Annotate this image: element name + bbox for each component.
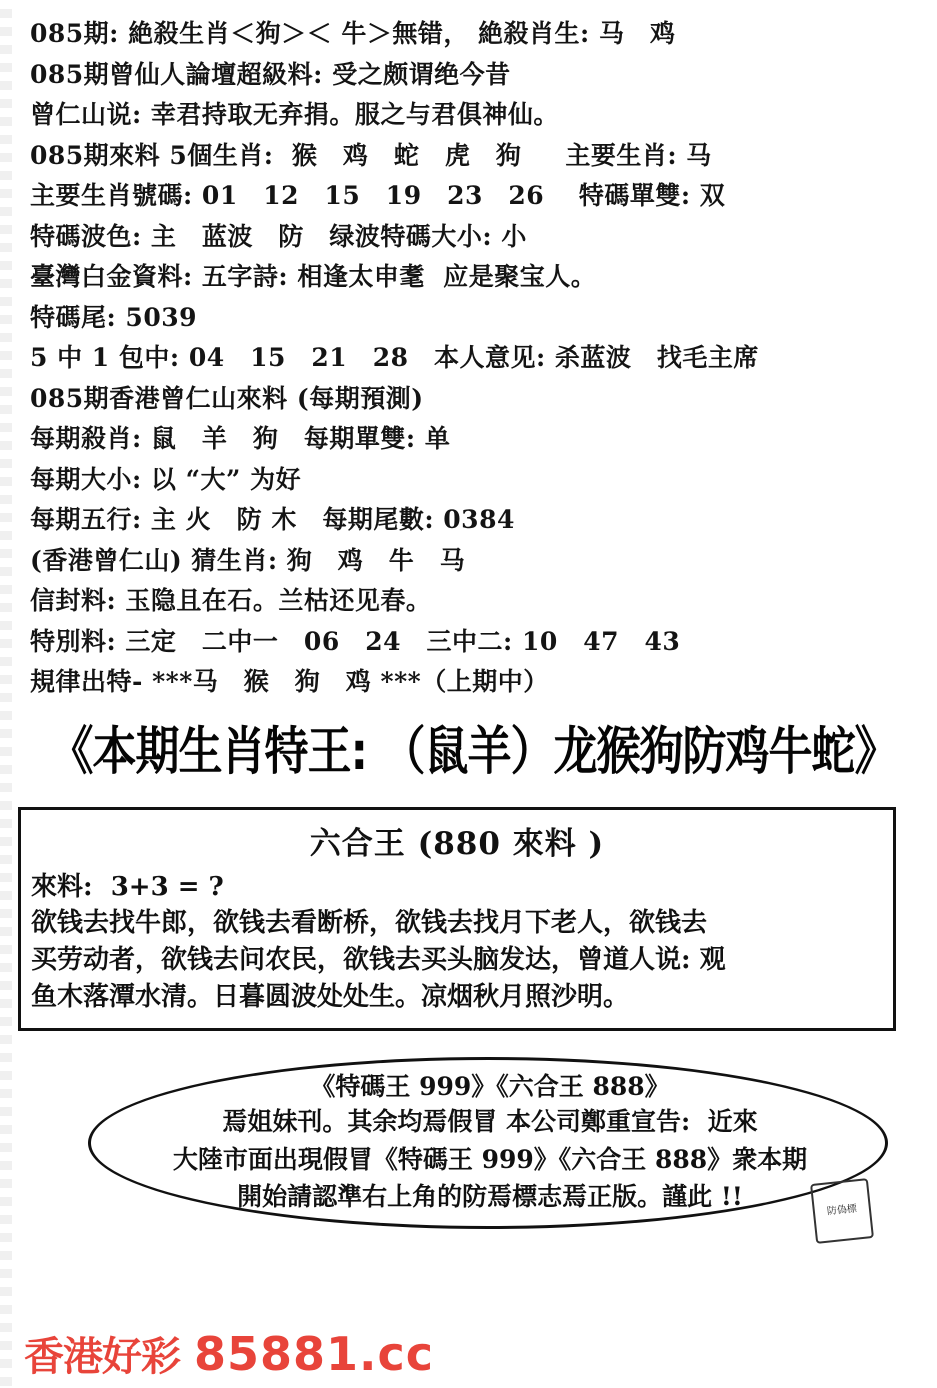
box-line: 來料: 3+3 = ? <box>31 871 224 902</box>
box-line: 鱼木落潭水清。日暮圆波处处生。凉烟秋月照沙明。 <box>31 982 630 1013</box>
text-line: 特碼波色: 主 蓝波 防 绿波特碼大小: 小 <box>30 221 527 251</box>
box-line: 欲钱去找牛郎，欲钱去看断桥，欲钱去找月下老人，欲钱去 <box>31 908 708 939</box>
headline-banner: 《本期生肖特王: （鼠羊）龙猴狗防鸡牛蛇》 <box>49 721 898 782</box>
oval-content <box>90 1067 890 1216</box>
text-line: 特別料: 三定 二中一 06 24 三中二: 10 47 43 <box>30 626 681 656</box>
text-line: 曾仁山说: 幸君持取无弃捐。服之与君俱神仙。 <box>30 100 559 129</box>
tear-edge <box>0 0 12 1388</box>
text-line: 085期: 絶殺生肖＜狗＞＜ 牛＞無错， 絶殺肖生: 马 鸡 <box>30 19 676 48</box>
text-line: 信封料: 玉隐且在石。兰枯还见春。 <box>30 586 432 615</box>
oval-line: 開始請認準右上角的防焉標志焉正版。謹此 !! <box>237 1182 743 1212</box>
brand-site-number: 85881.cc <box>194 1327 435 1381</box>
text-line: 每期五行: 主 火 防 木 每期尾數: 0384 <box>30 505 515 534</box>
top-text-block <box>30 14 917 703</box>
oval-line: 大陸市面出現假冒《特碼王 999》《六合王 888》衆本期 <box>172 1144 808 1174</box>
text-line: 主要生肖號碼: 01 12 15 19 23 26 特碼單雙: 双 <box>30 181 726 210</box>
text-line: 085期來料 5個生肖: 猴 鸡 蛇 虎 狗 主要生肖: 马 <box>30 140 712 170</box>
box-line: 买劳动者，欲钱去问农民，欲钱去买头脑发达，曾道人说: 观 <box>31 945 726 976</box>
text-line: 每期大小: 以 “大” 为好 <box>30 464 302 494</box>
liuhe-wang-box <box>18 807 896 1032</box>
text-line: 085期曾仙人論壇超級料: 受之颇谓绝今昔 <box>30 59 511 89</box>
box-title: 六合王 (880 來料 ) <box>309 825 605 862</box>
oval-line: 焉姐妹刊。其余均焉假冒 本公司鄭重宣告: 近來 <box>222 1107 758 1137</box>
text-line: (香港曾仁山) 猜生肖: 狗 鸡 牛 马 <box>30 545 466 575</box>
footer-branding <box>24 1325 434 1382</box>
oval-title: 《特碼王 999》《六合王 888》 <box>310 1072 670 1102</box>
text-line: 每期殺肖: 鼠 羊 狗 每期單雙: 单 <box>30 424 451 453</box>
text-line: 5 中 1 包中: 04 15 21 28 本人意见: 杀蓝波 找毛主席 <box>30 343 759 372</box>
text-line: 臺灣白金資料: 五字詩: 相逢太申耄 应是聚宝人。 <box>30 262 597 291</box>
text-line: 規律出特- ***马 猴 狗 鸡 ***（上期中） <box>30 667 549 696</box>
brand-name-cn: 香港好彩 <box>24 1334 180 1380</box>
text-line: 特碼尾: 5039 <box>30 302 198 332</box>
anti-counterfeit-stamp-icon: 防偽標 <box>810 1178 874 1244</box>
notice-oval-region <box>30 1057 917 1247</box>
text-line: 085期香港曾仁山來料 (每期預測) <box>30 383 424 413</box>
